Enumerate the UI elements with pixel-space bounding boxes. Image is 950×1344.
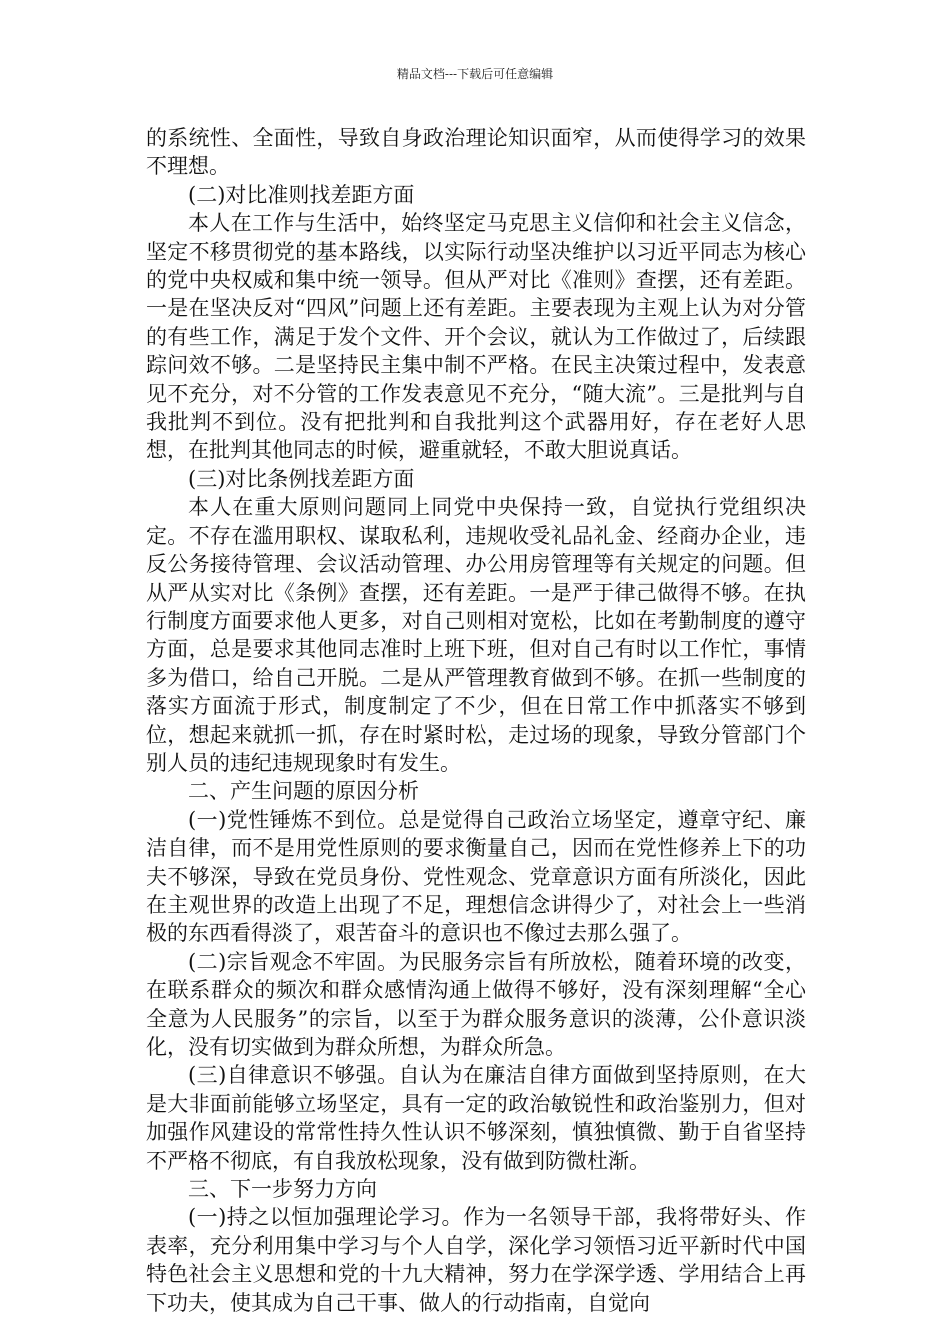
paragraph: 的系统性、全面性，导致自身政治理论知识面窄，从而使得学习的效果不理想。 xyxy=(146,126,806,179)
document-body xyxy=(146,124,806,1317)
section-heading: (三)对比条例找差距方面 xyxy=(188,466,415,491)
section-heading: (二)对比准则找差距方面 xyxy=(188,182,415,207)
paragraph: (二)宗旨观念不牢固。为民服务宗旨有所放松，随着环境的改变，在联系群众的频次和群众感情沟通上做得不够好，没有深刻理解“全心全意为人民服务”的宗旨，以至于为群众服务意识的淡薄，公仆意识淡化，没有切实做到为群众所想，为群众所急。 xyxy=(146,949,806,1059)
paragraph: (一)持之以恒加强理论学习。作为一名领导干部，我将带好头、作表率，充分利用集中学习与个人自学，深化学习领悟习近平新时代中国特色社会主义思想和党的十九大精神，努力在学深学透、学用结合上再下功夫，使其成为自己干事、做人的行动指南，自觉向 xyxy=(146,1205,806,1315)
section-heading: 三、下一步努力方向 xyxy=(188,1177,377,1202)
paragraph: (三)自律意识不够强。自认为在廉洁自律方面做到坚持原则，在大是大非面前能够立场坚定，具有一定的政治敏锐性和政治鉴别力，但对加强作风建设的常常性持久性认识不够深刻，慎独慎微、勤于自省坚持不严格不彻底，有自我放松现象，没有做到防微杜渐。 xyxy=(146,1063,806,1173)
paragraph: 本人在工作与生活中，始终坚定马克思主义信仰和社会主义信念，坚定不移贯彻党的基本路线，以实际行动坚决维护以习近平同志为核心的党中央权威和集中统一领导。但从严对比《准则》查摆，还有差距。一是在坚决反对“四风”问题上还有差距。主要表现为主观上认为对分管的有些工作，满足于发个文件、开个会议，就认为工作做过了，后续跟踪问效不够。二是坚持民主集中制不严格。在民主决策过程中，发表意见不充分，对不分管的工作发表意见不充分，“随大流”。三是批判与自我批判不到位。没有把批判和自我批判这个武器用好，存在老好人思想，在批判其他同志的时候，避重就轻，不敢大胆说真话。 xyxy=(146,211,806,463)
section-heading: 二、产生问题的原因分析 xyxy=(188,779,419,804)
paragraph: 本人在重大原则问题同上同党中央保持一致，自觉执行党组织决定。不存在滥用职权、谋取私利，违规收受礼品礼金、经商办企业，违反公务接待管理、会议活动管理、办公用房管理等有关规定的问题。但从严从实对比《条例》查摆，还有差距。一是严于律己做得不够。在执行制度方面要求他人更多，对自己则相对宽松，比如在考勤制度的遵守方面，总是要求其他同志准时上班下班，但对自己有时以工作忙，事情多为借口，给自己开脱。二是从严管理教育做到不够。在抓一些制度的落实方面流于形式，制度制定了不少，但在日常工作中抓落实不够到位，想起来就抓一抓，存在时紧时松，走过场的现象，导致分管部门个别人员的违纪违规现象时有发生。 xyxy=(146,495,806,775)
page-header: 精品文档---下载后可任意编辑 xyxy=(396,67,554,81)
paragraph: (一)党性锤炼不到位。总是觉得自己政治立场坚定，遵章守纪、廉洁自律，而不是用党性原则的要求衡量自己，因而在党性修养上下的功夫不够深，导致在党员身份、党性观念、党章意识方面有所淡化，因此在主观世界的改造上出现了不足，理想信念讲得少了，对社会上一些消极的东西看得淡了，艰苦奋斗的意识也不像过去那么强了。 xyxy=(146,807,806,946)
